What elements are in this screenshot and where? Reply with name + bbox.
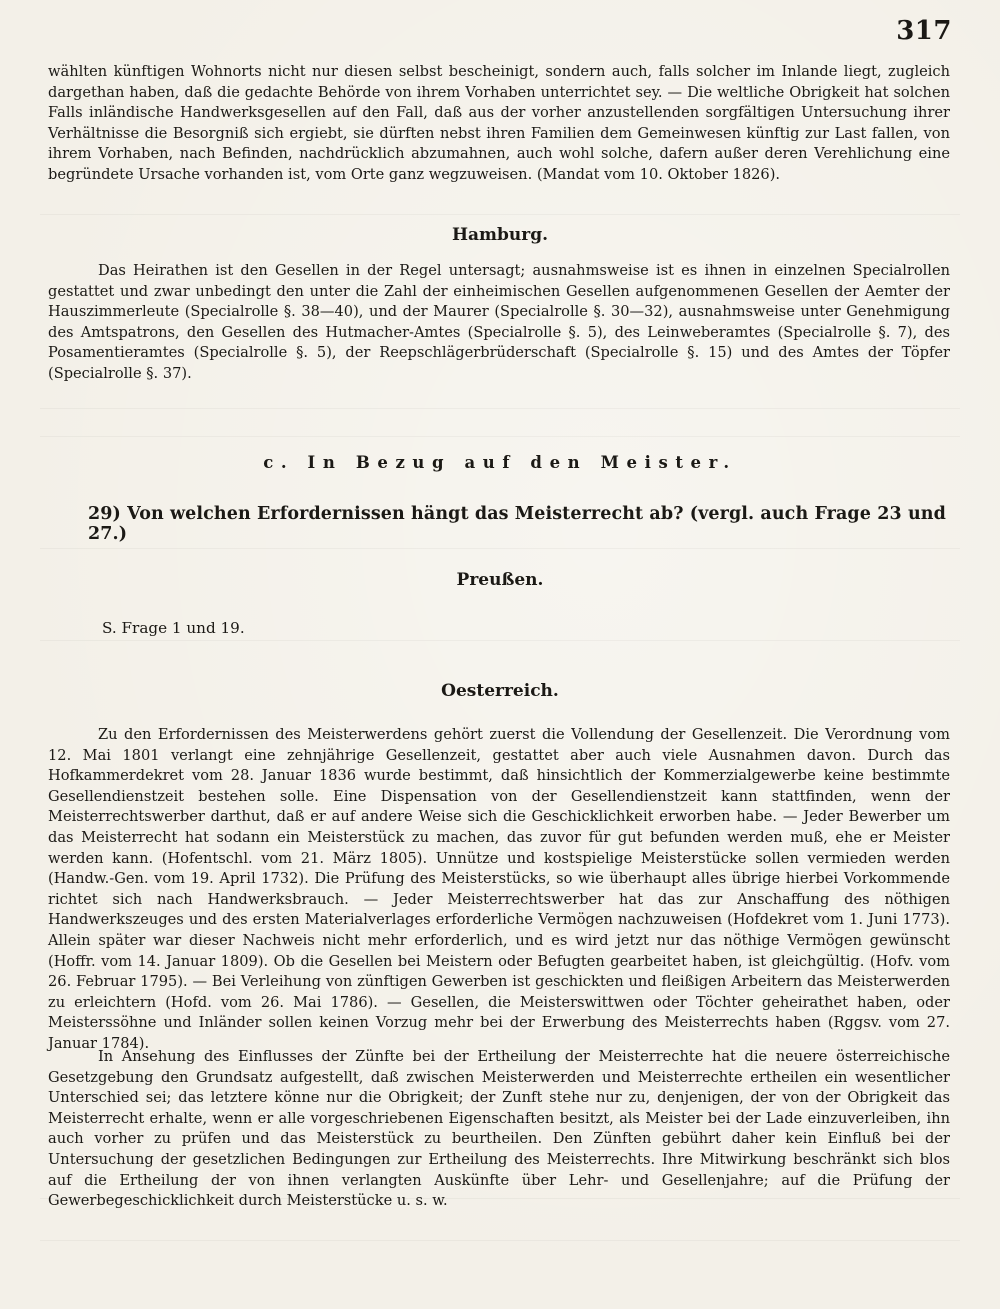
bleed-through-line [40, 1240, 960, 1241]
page-number: 317 [896, 16, 952, 46]
oesterreich-block-2 [48, 1047, 950, 1212]
preussen-reference: S. Frage 1 und 19. [102, 619, 245, 637]
bleed-through-line [40, 640, 960, 641]
question-29: 29) Von welchen Erfordernissen hängt das Meisterrecht ab? (vergl. auch Frage 23 und 27.) [88, 504, 946, 544]
hamburg-block [48, 261, 950, 385]
heading-preussen: Preußen. [456, 570, 544, 590]
hamburg-paragraph: Das Heirathen ist den Gesellen in der Regel untersagt; ausnahmsweise ist es ihnen in einzelnen Specialrollen gestattet und zwar unbedingt den unter die Zahl der einheimischen Gesellen aufgenommenen Gesellen der Aemter der Hauszimmerleute (Specialrolle §. 38—40), und der Maurer (Specialrolle §. 30—32), ausnahmsweise unter Genehmigung des Amtspatrons, den Gesellen des Hutmacher-Amtes (Specialrolle §. 5), des Leinweberamtes (Specialrolle §. 7), des Posamentieramtes (Specialrolle §. 5), der Reepschlägerbrüderschaft (Specialrolle §. 15) und des Amtes der Töpfer (Specialrolle §. 37). [48, 262, 950, 382]
bleed-through-line [40, 408, 960, 409]
section-c-heading: c. In Bezug auf den Meister. [263, 453, 737, 472]
bleed-through-line [40, 214, 960, 215]
oesterreich-paragraph-1: Zu den Erfordernissen des Meisterwerdens gehört zuerst die Vollendung der Gesellenzeit. Die Verordnung vom 12. Mai 1801 verlangt eine zehnjährige Gesellenzeit, gestattet aber auch viele Ausnahmen davon. Durch das Hofkammerdekret vom 28. Januar 1836 wurde bestimmt, daß hinsichtlich der Kommerzialgewerbe keine bestimmte Gesellendienstzeit bestehen solle. Eine Dispensation von der Gesellendienstzeit kann stattfinden, wenn der Meisterrechtswerber darthut, daß er auf andere Weise sich die Geschicklichkeit erworben habe. — Jeder Bewerber um das Meisterrecht hat sodann ein Meisterstück zu machen, das zuvor für gut befunden werden muß, ehe er Meister werden kann. (Hofentschl. vom 21. März 1805). Unnütze und kostspielige Meisterstücke sollen vermieden werden (Handw.-Gen. vom 19. April 1732). Die Prüfung des Meisterstücks, so wie überhaupt alles übrige hierbei Vorkommende richtet sich nach Handwerksbrauch. — Jeder Meisterrechtswerber hat das zur Anschaffung des nöthigen Handwerkszeuges und des ersten Materialverlages erforderliche Vermögen nachzuweisen (Hofdekret vom 1. Juni 1773). Allein später war dieser Nachweis nicht mehr erforderlich, und es wird jetzt nur das nöthige Vermögen gewünscht (Hoffr. vom 14. Januar 1809). Ob die Gesellen bei Meistern oder Befugten gearbeitet haben, ist gleichgültig. (Hofv. vom 26. Februar 1795). — Bei Verleihung von zünftigen Gewerben ist geschickten und fleißigen Arbeitern das Meisterwerden zu erleichtern (Hofd. vom 26. Mai 1786). — Gesellen, die Meisterswittwen oder Töchter geheirathet haben, oder Meisterssöhne und Inländer sollen keinen Vorzug mehr bei der Erwerbung des Meisterrechts haben (Rggsv. vom 27. Januar 1784). [48, 726, 950, 1052]
oesterreich-block [48, 725, 950, 1055]
bleed-through-line [40, 436, 960, 437]
intro-paragraph: wählten künftigen Wohnorts nicht nur diesen selbst bescheinigt, sondern auch, falls solcher im Inlande liegt, zugleich dargethan haben, daß die gedachte Behörde von ihrem Vorhaben unterrichtet sey. — Die weltliche Obrigkeit hat solchen Falls inländische Handwerksgesellen auf den Fall, daß aus der vorher anzustellenden sorgfältigen Untersuchung ihrer Verhältnisse die Besorgniß sich ergiebt, sie dürften nebst ihren Familien dem Gemeinwesen künftig zur Last fallen, von ihrem Vorhaben, nach Befinden, nachdrücklich abzumahnen, auch wohl solche, dafern außer deren Verehlichung eine begründete Ursache vorhanden ist, vom Orte ganz wegzuweisen. (Mandat vom 10. Oktober 1826). [48, 63, 950, 183]
bleed-through-line [40, 548, 960, 549]
heading-hamburg: Hamburg. [451, 225, 549, 245]
oesterreich-paragraph-2: In Ansehung des Einflusses der Zünfte bei der Ertheilung der Meisterrechte hat die neuere österreichische Gesetzgebung den Grundsatz aufgestellt, daß zwischen Meisterwerden und Meisterrechte ertheilen ein wesentlicher Unterschied sei; das letztere könne nur die Obrigkeit; der Zunft stehe nur zu, denjenigen, der von der Obrigkeit das Meisterrecht erhalte, wenn er alle vorgeschriebenen Eigenschaften besitzt, als Meister bei der Lade einzuverleiben, ihn auch vorher zu prüfen und das Meisterstück zu beurtheilen. Den Zünften gebührt daher kein Einfluß bei der Untersuchung der gesetzlichen Bedingungen zur Ertheilung des Meisterrechts. Ihre Mitwirkung beschränkt sich blos auf die Ertheilung der von ihnen verlangten Auskünfte über Lehr- und Gesellenjahre; auf die Prüfung der Gewerbegeschicklichkeit durch Meisterstücke u. s. w. [48, 1048, 950, 1210]
intro-paragraph-block [48, 62, 950, 186]
heading-oesterreich: Oesterreich. [441, 681, 559, 701]
